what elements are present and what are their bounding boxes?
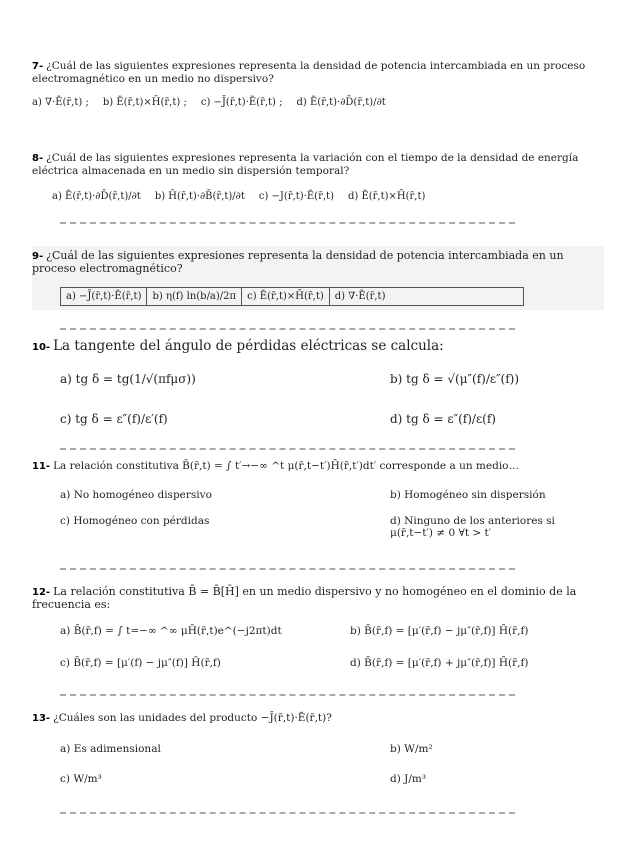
option-d[interactable]: d) Ē(r̄,t)×H̄(r̄,t) [347,191,426,202]
question-9-text [32,250,604,275]
question-8-text [32,152,604,177]
option-b[interactable]: b) W/m² [390,743,433,755]
option-a[interactable]: a) Ē(r̄,t)·∂D̄(r̄,t)/∂t [52,191,141,202]
question-statement: La tangente del ángulo de pérdidas eléctricas se calcula: [53,338,444,354]
option-c[interactable]: c) −J̄(r̄,t)·Ē(r̄,t) ; [200,97,283,108]
question-7-text [32,60,604,85]
question-7 [32,60,604,108]
option-d[interactable]: d) Ē(r̄,t)·∂D̄(r̄,t)/∂t [296,97,386,108]
question-statement: ¿Cuál de las siguientes expresiones representa la densidad de potencia intercambiada en un proceso electromagnético en un medio no dispersivo? [32,60,586,85]
separator [60,812,515,814]
option-d[interactable]: d) ∇·Ē(r̄,t) [334,291,386,302]
question-number: 11- [32,461,51,472]
option-d[interactable]: d) tg δ = ε″(f)/ε(f) [390,412,496,426]
question-11 [32,460,604,539]
option-d[interactable]: d) J/m³ [390,773,427,785]
question-11-text [32,460,604,473]
option-b[interactable]: b) H̄(r̄,t)·∂B̄(r̄,t)/∂t [154,191,245,202]
option-c[interactable]: c) Ē(r̄,t)×H̄(r̄,t) [242,288,330,305]
question-statement: ¿Cuál de las siguientes expresiones representa la densidad de potencia intercambiada en un proceso electromagnético? [32,249,564,275]
question-number: 9- [32,251,44,262]
option-b[interactable]: b) Homogéneo sin dispersión [390,489,546,501]
question-number: 10- [32,342,51,353]
question-12 [32,586,604,669]
option-d[interactable]: d) B̄(r̄,f) = [μ′(r̄,f) + jμ″(r̄,f)] H̄(r̄,f) [350,657,529,669]
separator [60,694,515,696]
question-number: 7- [32,61,44,72]
options [32,191,604,202]
options-table [60,287,524,306]
option-c[interactable]: c) W/m³ [60,773,102,785]
question-statement: ¿Cuál de las siguientes expresiones representa la variación con el tiempo de la densidad de energía eléctrica almacenada en un medio sin dispersión temporal? [32,152,579,177]
options [32,372,604,426]
option-c[interactable]: c) Homogéneo con pérdidas [60,515,210,527]
options [32,743,604,785]
options [32,625,604,669]
option-a[interactable]: a) −J̄(r̄,t)·Ē(r̄,t) [61,288,147,305]
question-9 [32,246,604,310]
question-statement: La relación constitutiva B̄(r̄,t) = ∫ t′→−∞ ^t μ(r̄,t−t′)H̄(r̄,t′)dt′ corresponde a un medio… [53,460,520,472]
option-a[interactable]: a) tg δ = tg(1/√(πfμσ)) [60,372,196,386]
option-b[interactable]: b) Ē(r̄,t)×H̄(r̄,t) ; [102,97,187,108]
separator [60,328,515,330]
question-12-text [32,586,604,611]
option-b[interactable]: b) tg δ = √(μ″(f)/ε″(f)) [390,372,520,386]
option-a[interactable]: a) No homogéneo dispersivo [60,489,212,501]
option-c[interactable]: c) tg δ = ε″(f)/ε′(f) [60,412,168,426]
question-number: 8- [32,153,44,164]
options [32,97,604,108]
question-number: 13- [32,713,51,724]
option-a[interactable]: a) B̄(r̄,f) = ∫ t=−∞ ^∞ μH̄(r̄,t)e^(−j2πt)dt [60,625,282,637]
option-a[interactable]: a) Es adimensional [60,743,161,755]
option-d[interactable]: d) Ninguno de los anteriores si μ(r̄,t−t′) ≠ 0 ∀t > t′ [390,515,555,539]
separator [60,568,515,570]
question-13 [32,712,604,785]
question-13-text [32,712,604,725]
separator [60,448,515,450]
option-a[interactable]: a) ∇·Ē(r̄,t) ; [32,97,89,108]
option-c[interactable]: c) B̄(r̄,f) = [μ′(f) − jμ″(f)] H̄(r̄,f) [60,657,221,669]
separator [60,222,515,224]
option-c[interactable]: c) −J(r̄,t)·Ē(r̄,t) [258,191,334,202]
question-statement: La relación constitutiva B̄ = B̄[H̄] en un medio dispersivo y no homogéneo en el dominio de la frecuencia es: [32,585,577,611]
option-b[interactable]: b) η(f) ln(b/a)/2π [147,288,242,305]
question-10-text [32,340,604,354]
option-b[interactable]: b) B̄(r̄,f) = [μ′(r̄,f) − jμ″(r̄,f)] H̄(r̄,f) [350,625,529,637]
question-8 [32,152,604,202]
question-10 [32,340,604,426]
options [32,489,604,539]
question-number: 12- [32,587,51,598]
question-statement: ¿Cuáles son las unidades del producto −J̄(r̄,t)·Ē(r̄,t)? [53,712,332,724]
